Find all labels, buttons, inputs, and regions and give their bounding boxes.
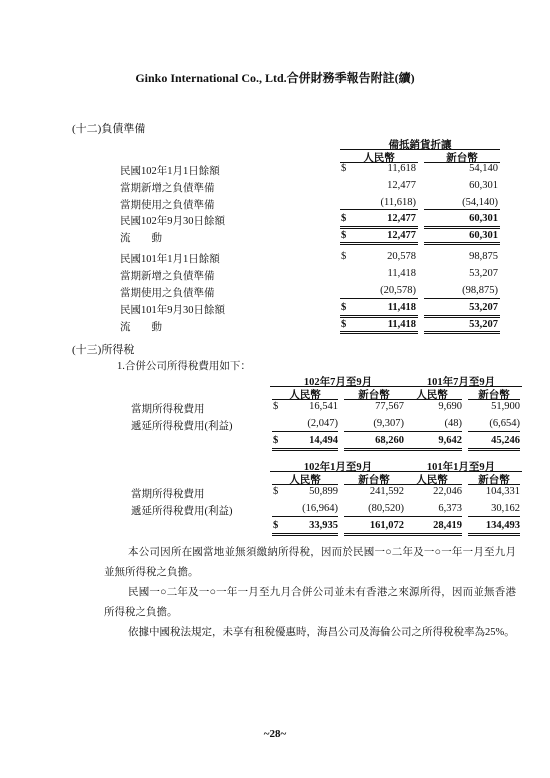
table-cell: 9,690 xyxy=(438,401,462,412)
table-cell: (9,307) xyxy=(373,418,404,429)
cell-ntd: (54,140) xyxy=(462,197,498,208)
row-label: 流 動 xyxy=(120,233,162,244)
section-13-heading: (十三)所得稅 xyxy=(72,344,135,356)
row-label: 遞延所得稅費用(利益) xyxy=(131,506,233,517)
currency-symbol: $ xyxy=(341,302,347,313)
section-13-sub1: 1.合併公司所得稅費用如下： xyxy=(117,361,251,372)
currency-symbol: $ xyxy=(341,163,347,174)
total-double-underline xyxy=(402,448,462,451)
currency-symbol: $ xyxy=(341,319,347,330)
table-cell: 45,246 xyxy=(491,435,520,446)
provision-group-label: 備抵銷貨折讓 xyxy=(388,140,452,151)
table-cell: 161,072 xyxy=(369,520,404,531)
sum-underline xyxy=(340,298,418,299)
cell-ntd: 60,301 xyxy=(469,230,498,241)
row-label: 民國102年9月30日餘額 xyxy=(120,216,225,227)
cell-rmb: (20,578) xyxy=(380,285,416,296)
table-cell: (16,964) xyxy=(302,503,338,514)
table-cell: 28,419 xyxy=(433,520,462,531)
col-header: 人民幣 xyxy=(416,475,448,486)
row-label: 當期新增之負債準備 xyxy=(120,271,215,282)
col-underline xyxy=(402,484,462,485)
col-underline xyxy=(344,399,404,400)
row-label: 民國101年1月1日餘額 xyxy=(120,254,220,265)
table-cell: 50,899 xyxy=(309,486,338,497)
col-header: 新台幣 xyxy=(358,475,390,486)
sum-underline xyxy=(402,431,462,432)
sum-underline xyxy=(340,209,418,210)
currency-symbol: $ xyxy=(273,520,279,531)
row-label: 當期所得稅費用 xyxy=(131,489,205,500)
table-cell: 16,541 xyxy=(309,401,338,412)
col-underline xyxy=(344,484,404,485)
total-double-underline xyxy=(340,226,418,229)
cell-rmb: 12,477 xyxy=(387,213,416,224)
cell-rmb: 11,418 xyxy=(387,302,416,313)
table-cell: 68,260 xyxy=(375,435,404,446)
total-double-underline xyxy=(340,315,418,318)
cell-ntd: (98,875) xyxy=(462,285,498,296)
sum-underline xyxy=(344,516,404,517)
col-underline xyxy=(272,399,338,400)
cell-ntd: 54,140 xyxy=(469,163,498,174)
sum-underline xyxy=(424,209,500,210)
col-header: 人民幣 xyxy=(289,475,321,486)
paragraph-1: 本公司因所在國當地並無須繳納所得稅，因而於民國一○二年及一○一年一月至九月並無所得稅之負擔。 xyxy=(104,547,516,578)
total-double-underline xyxy=(424,315,500,318)
row-label: 流 動 xyxy=(120,322,162,333)
col-header: 新台幣 xyxy=(358,390,390,401)
section-12-heading: (十二)負債準備 xyxy=(72,123,146,135)
cell-rmb: 20,578 xyxy=(387,251,416,262)
total-double-underline xyxy=(272,533,338,536)
cell-rmb: 12,477 xyxy=(387,230,416,241)
paragraph-3: 依據中國稅法規定，未享有租稅優惠時，海昌公司及海倫公司之所得稅稅率為25%。 xyxy=(128,627,515,638)
table-cell: (80,520) xyxy=(368,503,404,514)
cell-ntd: 53,207 xyxy=(469,319,498,330)
period-header: 101年1月至9月 xyxy=(426,462,496,473)
table-cell: 241,592 xyxy=(369,486,404,497)
col-underline xyxy=(468,484,520,485)
sum-underline xyxy=(344,431,404,432)
cell-rmb: 11,418 xyxy=(387,268,416,279)
col-header: 人民幣 xyxy=(289,390,321,401)
col-header: 新台幣 xyxy=(478,390,510,401)
col-header: 新台幣 xyxy=(478,475,510,486)
currency-symbol: $ xyxy=(341,230,347,241)
table-cell: 51,900 xyxy=(491,401,520,412)
currency-symbol: $ xyxy=(273,435,279,446)
currency-symbol: $ xyxy=(341,251,347,262)
period-header: 102年1月至9月 xyxy=(303,462,373,473)
period-header: 101年7月至9月 xyxy=(426,377,496,388)
col-header-ntd: 新台幣 xyxy=(446,153,478,164)
page-title: Ginko International Co., Ltd.合併財務季報告附註(續) xyxy=(135,71,415,85)
cell-rmb: 12,477 xyxy=(387,180,416,191)
col-header-rmb: 人民幣 xyxy=(363,153,395,164)
currency-symbol: $ xyxy=(273,486,279,497)
total-double-underline xyxy=(424,226,500,229)
col-header: 人民幣 xyxy=(416,390,448,401)
table-cell: 104,331 xyxy=(485,486,520,497)
row-label: 民國102年1月1日餘額 xyxy=(120,166,220,177)
sum-underline xyxy=(468,516,520,517)
cell-ntd: 60,301 xyxy=(469,180,498,191)
table-cell: 134,493 xyxy=(485,520,520,531)
cell-ntd: 53,207 xyxy=(469,268,498,279)
total-double-underline xyxy=(424,242,500,245)
period-header: 102年7月至9月 xyxy=(303,377,373,388)
cell-ntd: 60,301 xyxy=(469,213,498,224)
currency-symbol: $ xyxy=(341,213,347,224)
table-cell: (48) xyxy=(444,418,462,429)
table-cell: 9,642 xyxy=(438,435,462,446)
currency-symbol: $ xyxy=(273,401,279,412)
col-underline xyxy=(402,399,462,400)
total-double-underline xyxy=(344,448,404,451)
page-number: ~28~ xyxy=(263,728,287,740)
row-label: 當期所得稅費用 xyxy=(131,404,205,415)
row-label: 遞延所得稅費用(利益) xyxy=(131,421,233,432)
total-double-underline xyxy=(468,533,520,536)
sum-underline xyxy=(468,431,520,432)
row-label: 當期新增之負債準備 xyxy=(120,183,215,194)
total-double-underline xyxy=(402,533,462,536)
table-cell: 14,494 xyxy=(309,435,338,446)
table-cell: 22,046 xyxy=(433,486,462,497)
total-double-underline xyxy=(340,331,418,334)
table-cell: 77,567 xyxy=(375,401,404,412)
table-cell: (2,047) xyxy=(307,418,338,429)
total-double-underline xyxy=(272,448,338,451)
table-cell: 30,162 xyxy=(491,503,520,514)
row-label: 當期使用之負債準備 xyxy=(120,200,215,211)
col-underline xyxy=(468,399,520,400)
cell-rmb: 11,418 xyxy=(387,319,416,330)
total-double-underline xyxy=(344,533,404,536)
cell-ntd: 98,875 xyxy=(469,251,498,262)
sum-underline xyxy=(402,516,462,517)
sum-underline xyxy=(424,298,500,299)
total-double-underline xyxy=(424,331,500,334)
table-cell: 33,935 xyxy=(309,520,338,531)
paragraph-2: 民國一○二年及一○一年一月至九月合併公司並未有香港之來源所得，因而並無香港所得稅之負擔。 xyxy=(104,587,516,618)
table-cell: (6,654) xyxy=(489,418,520,429)
cell-rmb: (11,618) xyxy=(380,197,416,208)
total-double-underline xyxy=(340,242,418,245)
total-double-underline xyxy=(468,448,520,451)
table-cell: 6,373 xyxy=(438,503,462,514)
row-label: 當期使用之負債準備 xyxy=(120,288,215,299)
sum-underline xyxy=(272,516,338,517)
cell-rmb: 11,618 xyxy=(387,163,416,174)
col-underline xyxy=(272,484,338,485)
row-label: 民國101年9月30日餘額 xyxy=(120,305,225,316)
sum-underline xyxy=(272,431,338,432)
cell-ntd: 53,207 xyxy=(469,302,498,313)
